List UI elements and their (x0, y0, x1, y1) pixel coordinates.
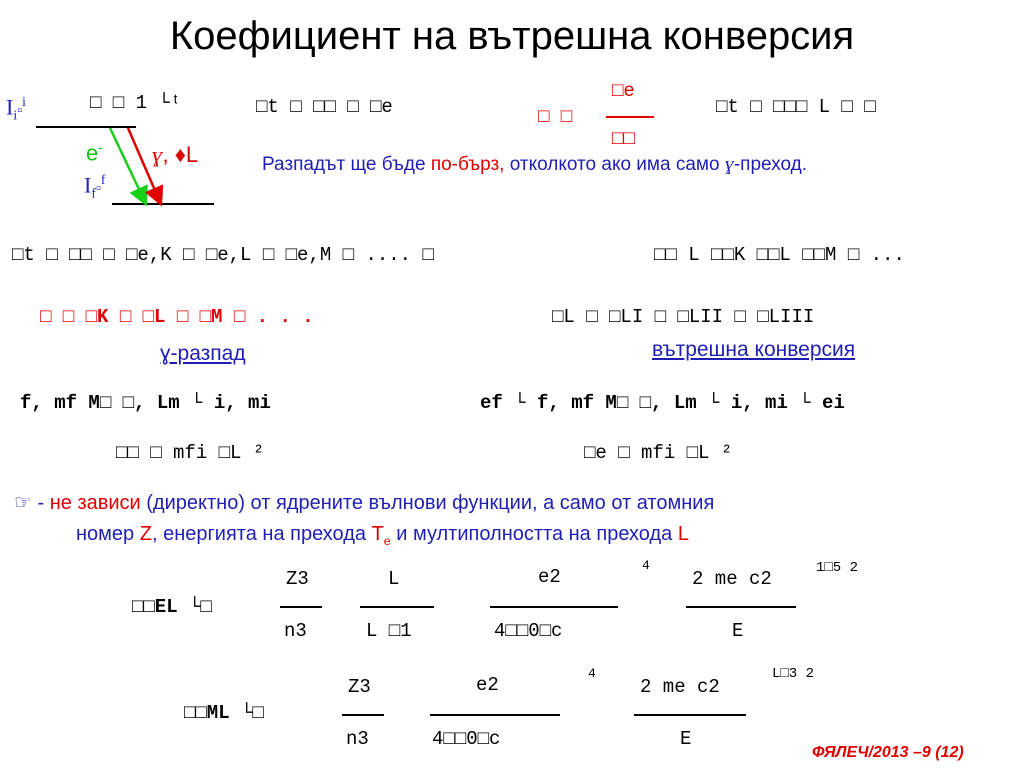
note-line-1: ☞ - не зависи (директно) от ядрените вълнови функции, а само от атомния (14, 492, 715, 514)
eq-row7-right: □e □ mfi □L ² (584, 442, 733, 464)
gamma-decay-label: ɣ-разпад (160, 342, 246, 365)
slide-title: Коефициент на вътрешна конверсия (169, 14, 855, 58)
eq-row1-a: □ □ 1 └ᵗ (90, 92, 182, 114)
formula-ml-bar2 (430, 714, 560, 716)
eq-row1-c-fraction-bar (606, 116, 654, 118)
level-i-label: $I_i▫^i$ (6, 94, 26, 123)
eq-row3-left: □t □ □□ □ □e,K □ □e,L □ □e,M □ .... □ (12, 244, 434, 266)
formula-ml-bar1 (342, 714, 384, 716)
formula-el-l: L (388, 568, 400, 590)
formula-el-4pi: 4□□0□c (494, 620, 563, 642)
gamma-label: ɣ, ♦L (152, 142, 199, 167)
eq-row6-left: f, mf M□ □, Lm └ i, mi (20, 392, 271, 414)
eq-row6-right: ef └ f, mf M□ □, Lm └ i, mi └ ei (480, 392, 845, 414)
formula-ml-bar3 (634, 714, 746, 716)
formula-ml-e2: e2 (476, 674, 499, 696)
formula-el-bar4 (686, 606, 796, 608)
formula-el-e: E (732, 620, 744, 642)
formula-ml-2mc2: 2 me c2 (640, 676, 720, 698)
electron-label: e- (86, 140, 103, 166)
formula-ml-lhs: □□ML └□ (184, 702, 264, 724)
formula-ml-n: n3 (346, 728, 369, 750)
formula-ml-exp1: 4 (588, 666, 596, 681)
formula-ml-e: E (680, 728, 692, 750)
formula-el-lhs: □□EL └□ (132, 596, 212, 618)
formula-ml-exp2: L□3 2 (772, 666, 815, 682)
formula-el-exp1: 4 (642, 558, 650, 573)
formula-ml-4pi: 4□□0□c (432, 728, 501, 750)
slide-footer: ФЯЛЕЧ/2013 –9 (12) (812, 744, 964, 761)
eq-row1-b: □t □ □□ □ □e (256, 96, 393, 118)
note-line-2: номер Z, енергията на прехода $T_e$ и мултиполността на прехода L (76, 523, 689, 548)
eq-row4-right: □L □ □LI □ □LII □ □LIII (552, 306, 815, 328)
hand-pointer-icon: ☞ (14, 492, 32, 514)
formula-el-bar2 (360, 606, 434, 608)
formula-el-l1: L □1 (366, 620, 412, 642)
formula-el-z: Z3 (286, 568, 309, 590)
internal-conversion-label: вътрешна конверсия (652, 338, 856, 361)
eq-row1-c-den: □□ (612, 128, 635, 150)
eq-row3-right: □□ L □□K □□L □□M □ ... (654, 244, 905, 266)
eq-row1-d: □t □ □□□ L □ □ (716, 96, 876, 118)
electron-arrow (110, 128, 145, 202)
level-f-label: $I_f▫^f$ (84, 172, 106, 201)
formula-el-exp2: 1□5 2 (816, 560, 859, 576)
eq-row7-left: □□ □ mfi □L ² (116, 442, 265, 464)
formula-el-bar1 (280, 606, 322, 608)
formula-ml-z: Z3 (348, 676, 371, 698)
formula-el-2mc2: 2 me c2 (692, 568, 772, 590)
formula-el-e2: e2 (538, 566, 561, 588)
formula-el-n: n3 (284, 620, 307, 642)
eq-row1-c-left: □ □ (538, 106, 573, 128)
eq-row1-c-num: □e (612, 80, 635, 102)
faster-decay-text: Разпадът ще бъде по-бърз, отколкото ако има само ɣ-преход. (262, 154, 807, 175)
formula-el-bar3 (490, 606, 618, 608)
eq-row4-red: □ □ □K □ □L □ □M □ . . . (40, 306, 314, 328)
